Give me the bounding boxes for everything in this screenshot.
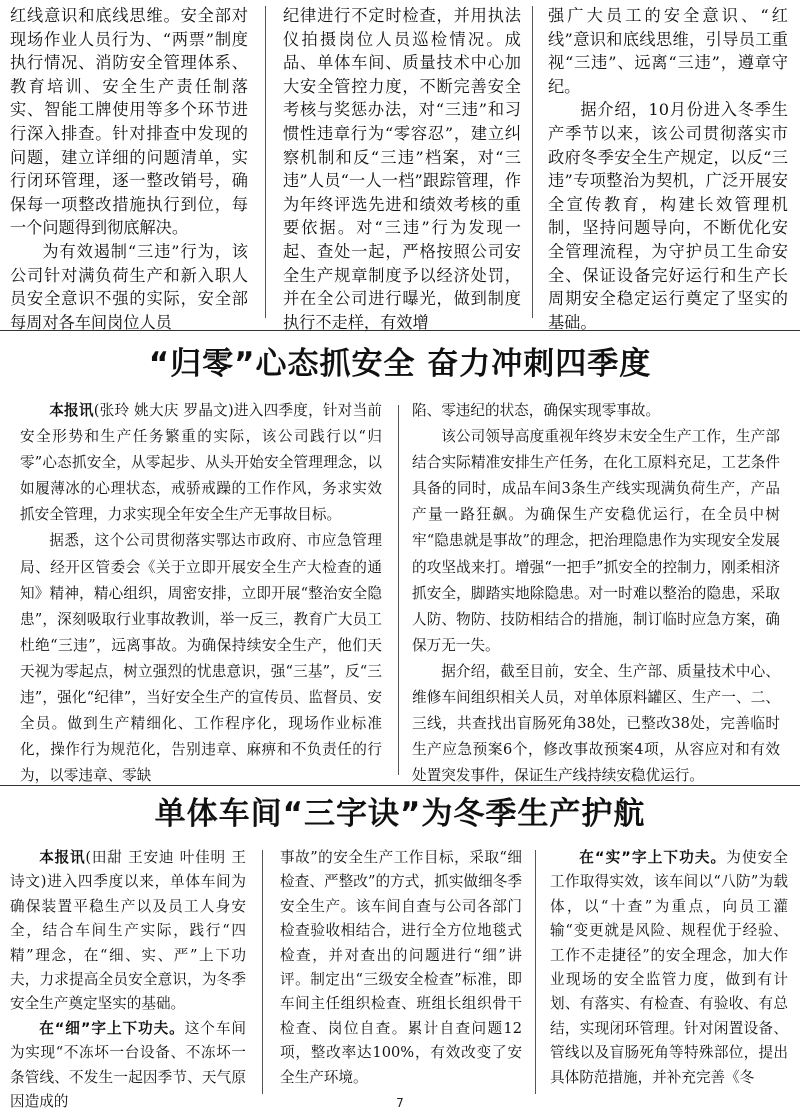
paragraph: 为有效遏制“三违”行为，该公司针对满负荷生产和新入职人员安全意识不强的实际，安全部每周对各车间岗位人员 [10, 241, 248, 332]
continued-article [0, 0, 800, 332]
continued-column-1 [10, 4, 248, 334]
column-divider [535, 850, 536, 1094]
paragraph: 据介绍，截至目前，安全、生产部、质量技术中心、维修车间组织相关人员，对单体原料罐区、生产一、二、三线，共查找出盲肠死角38处，已整改38处，完善临时生产应急预案6个，修改事故预案4项，从容应对和有效处置突发事件，保证生产线持续安稳优运行。 [412, 662, 780, 785]
article-column-1 [10, 846, 246, 1114]
column-divider [262, 850, 263, 1094]
paragraph: 该公司领导高度重视年终岁末安全生产工作，生产部结合实际精准安排生产任务，在化工原料充足，工艺条件具备的同时，成品车间3条生产线实现满负荷生产，产品产量一路狂飙。为确保生产安稳优运行，在全员中树牢“隐患就是事故”的理念，把治理隐患作为实现安全发展的攻坚战来打。增强“一把手”抓安全的控制力，刚柔相济抓安全，脚踏实地除隐患。对一时难以整治的隐患，采取人防、物防、技防相结合的措施，制订临时应急方案，确保万无一失。 [412, 428, 780, 654]
article-column-2 [280, 846, 522, 1090]
paragraph: 强广大员工的安全意识、“红线”意识和底线思维，引导员工重视“三违”、远离“三违”，遵章守纪。 [548, 6, 788, 96]
lead-label: 本报讯 [39, 849, 86, 866]
continued-column-2 [283, 4, 521, 334]
article-headline: 单体车间“三字诀”为冬季生产护航 [154, 796, 646, 832]
column-divider [532, 6, 533, 318]
page-number: 7 [396, 1096, 404, 1110]
subhead: 在“细”字上下功夫。 [39, 1019, 185, 1037]
paragraph: 陷、零违纪的状态，确保实现零事故。 [412, 402, 661, 419]
article-column-right [412, 398, 780, 789]
paragraph [20, 398, 382, 528]
paragraph: 据介绍，10月份进入冬季生产季节以来，该公司贯彻落实市政府冬季安全生产规定，以反“三违”专项整治为契机，广泛开展安全宣传教育，构建长效管理机制，坚持问题导向，不断优化安全管理流程，为守护员工生命安全、保证设备完好运行和生产长周期安全稳定运行奠定了坚实的基础。 [548, 100, 788, 332]
lead-text: (张玲 姚大庆 罗晶文)进入四季度，针对当前安全形势和生产任务繁重的实际，该公司践行以“归零”心态抓安全，从零起步、从头开始安全管理理念，以如履薄冰的心理状态，戒骄戒躁的工作作风，务求实效抓安全管理，力求实现全年安全生产无事故目标。 [20, 402, 382, 524]
paragraph [550, 846, 788, 1090]
article-column-3 [550, 846, 788, 1090]
article-column-left [20, 398, 382, 789]
section-divider [0, 330, 800, 331]
paragraph: 据悉，这个公司贯彻落实鄂达市政府、市应急管理局、经开区管委会《关于立即开展安全生产大检查的通知》精神，精心组织，周密安排，立即开展“整治安全隐患”，深刻吸取行业事故教训，举一反三，教育广大员工杜绝“三违”，远离事故。为确保持续安全生产，他们天天视为零起点，树立强烈的忧患意识，强“三基”，反“三违”，强化“纪律”，当好安全生产的宣传员、监督员、安全员。做到生产精细化、工作程序化，现场作业标准化，操作行为规范化，告别违章、麻痹和不负责任的行为，以零违章、零缺 [20, 532, 382, 785]
lead-label: 本报讯 [49, 402, 94, 419]
column-divider [398, 405, 399, 775]
continued-column-3 [548, 4, 788, 334]
paragraph: 纪律进行不定时检查，并用执法仪拍摄岗位人员巡检情况。成品、单体车间、质量技术中心加大安全管控力度，不断完善安全考核与奖惩办法，对“三违”和习惯性违章行为“零容忍”，建立纠察机制和反“三违”档案，对“三违”人员“一人一档”跟踪管理，作为年终评选先进和绩效考核的重要依据。对“三违”行为发现一起、查处一起，严格按照公司安全生产规章制度予以经济处罚，并在全公司进行曝光，做到制度执行不走样，有效增 [283, 6, 521, 332]
paragraph [10, 846, 246, 1017]
section-divider [0, 785, 800, 786]
subhead: 在“实”字上下功夫。 [579, 849, 727, 866]
paragraph: 事故”的安全生产工作目标，采取“细检查、严整改”的方式，抓实做细冬季安全生产。该车间自查与公司各部门检查验收相结合，进行全方位地毯式检查，并对查出的问题进行“细”讲评。制定出“三级安全检查”标准，即车间主任组织检查、班组长组织骨干检查、岗位自查。累计自查问题12项，整改率达100%，有效改变了安全生产环境。 [280, 849, 522, 1086]
subhead-text: 为使安全工作取得实效，该车间以“八防”为载体，以“十查”为重点，向员工灌输“变更就是风险、规程优于经验、工作不走捷径”的安全理念，加大作业现场的安全监管力度，做到有计划、有落实、有检查、有验收、有总结，实现闭环管理。针对闲置设备、管线以及盲肠死角等特殊部位，提出具体防范措施，并补充完善《冬 [550, 849, 788, 1086]
column-divider [265, 6, 266, 318]
paragraph: 红线意识和底线思维。安全部对现场作业人员行为、“两票”制度执行情况、消防安全管理体系、教育培训、安全生产责任制落实、智能工牌使用等多个环节进行深入排查。针对排查中发现的问题，建立详细的问题清单，实行闭环管理，逐一整改销号，确保每一项整改措施执行到位，每一个问题得到彻底解决。 [10, 6, 248, 238]
lead-text: (田甜 王安迪 叶佳明 王诗文)进入四季度以来，单体车间为确保装置平稳生产以及员工人身安全，结合车间生产实际，践行“四精”理念，在“细、实、严”上下功夫，力求提高全员安全意识，为冬季安全生产奠定坚实的基础。 [10, 849, 246, 1013]
subhead-text: 这个车间为实现“不冻坏一台设备、不冻坏一条管线、不发生一起因季节、天气原因造成的 [10, 1019, 246, 1111]
article-headline: “归零”心态抓安全 奋力冲刺四季度 [148, 346, 652, 382]
